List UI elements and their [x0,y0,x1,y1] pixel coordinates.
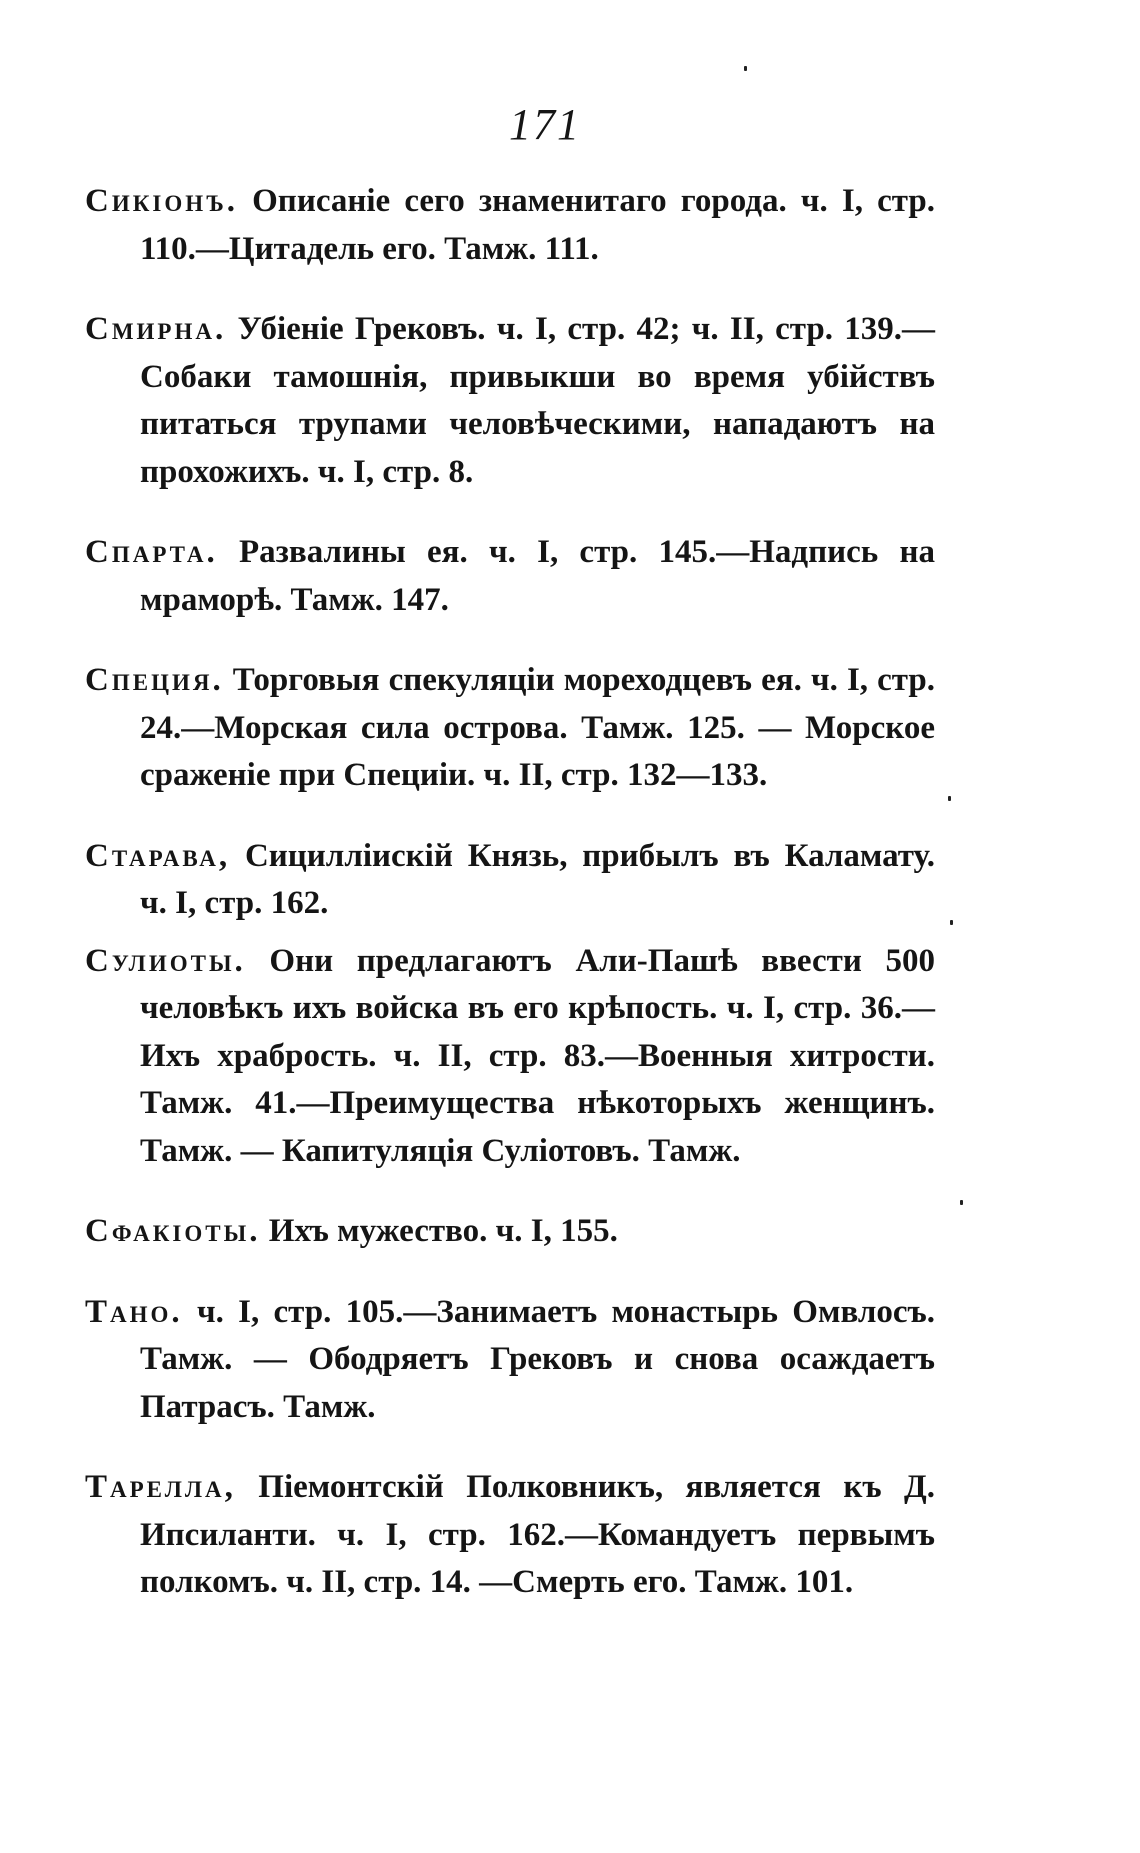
entry-headword: Специя. [85,662,224,698]
entry-headword: Сулиоты. [85,942,246,979]
entry-text: Сицилліискій Князь, прибылъ въ Каламату. ч. I, стр. 162. [140,837,935,921]
index-entries [85,178,935,1613]
entry-text: Піемонтскій Полковникъ, является къ Д. Ипсиланти. ч. I, стр. 162.—Командуетъ первымъ полкомъ. ч. II, стр. 14. —Смерть его. Тамж. 101. [140,1469,935,1600]
index-entry [85,178,935,273]
ink-speck [744,66,747,71]
index-entry [85,833,935,928]
index-entry [85,938,935,1176]
entry-text: Торговыя спекуляціи мореходцевъ ея. ч. I, стр. 24.—Морская сила острова. Тамж. 125. — Морское сраженіе при Специіи. ч. II, стр. 132—133. [140,662,935,793]
index-entry [85,306,935,496]
entry-headword: Тарелла, [85,1469,236,1505]
ink-speck [948,796,951,801]
index-entry [85,657,935,800]
entry-text: Развалины ея. ч. I, стр. 145.—Надпись на мраморѣ. Тамж. 147. [140,534,935,618]
index-entry [85,1208,935,1256]
entry-text: Описаніе сего знаменитаго города. ч. I, стр. 110.—Цитадель его. Тамж. 111. [140,183,935,267]
index-entry [85,1289,935,1432]
ink-speck [950,920,953,925]
page-number: 171 [509,100,581,149]
entry-text: Ихъ мужество. ч. I, 155. [260,1213,618,1249]
entry-headword: Смирна. [85,311,227,347]
entry-headword: Сфакіоты. [85,1213,261,1249]
entry-headword: Старава, [85,837,231,874]
entry-headword: Сикіонъ. [85,183,238,219]
index-entry [85,1464,935,1607]
entry-headword: Тано. [85,1293,183,1330]
ink-speck [960,1200,963,1205]
entry-text: ч. I, стр. 105.—Занимаетъ монастырь Омвлосъ. Тамж. — Ободряетъ Грековъ и снова осаждаетъ Патрасъ. Тамж. [140,1293,935,1425]
entry-text: Они предлагаютъ Али-Пашѣ ввести 500 человѣкъ ихъ войска въ его крѣпость. ч. I, стр. 36.—Ихъ храбрость. ч. II, стр. 83.—Военныя хитрости. Тамж. 41.—Преимущества нѣкоторыхъ женщинъ. Тамж. — Капитуляція Суліотовъ. Тамж. [140,942,935,1169]
index-entry [85,529,935,624]
entry-headword: Спарта. [85,534,218,570]
entry-text: Убіеніе Грековъ. ч. I, стр. 42; ч. II, стр. 139.—Собаки тамошнія, привыкши во время убійствъ питаться трупами человѣческими, нападаютъ на прохожихъ. ч. I, стр. 8. [140,311,935,490]
